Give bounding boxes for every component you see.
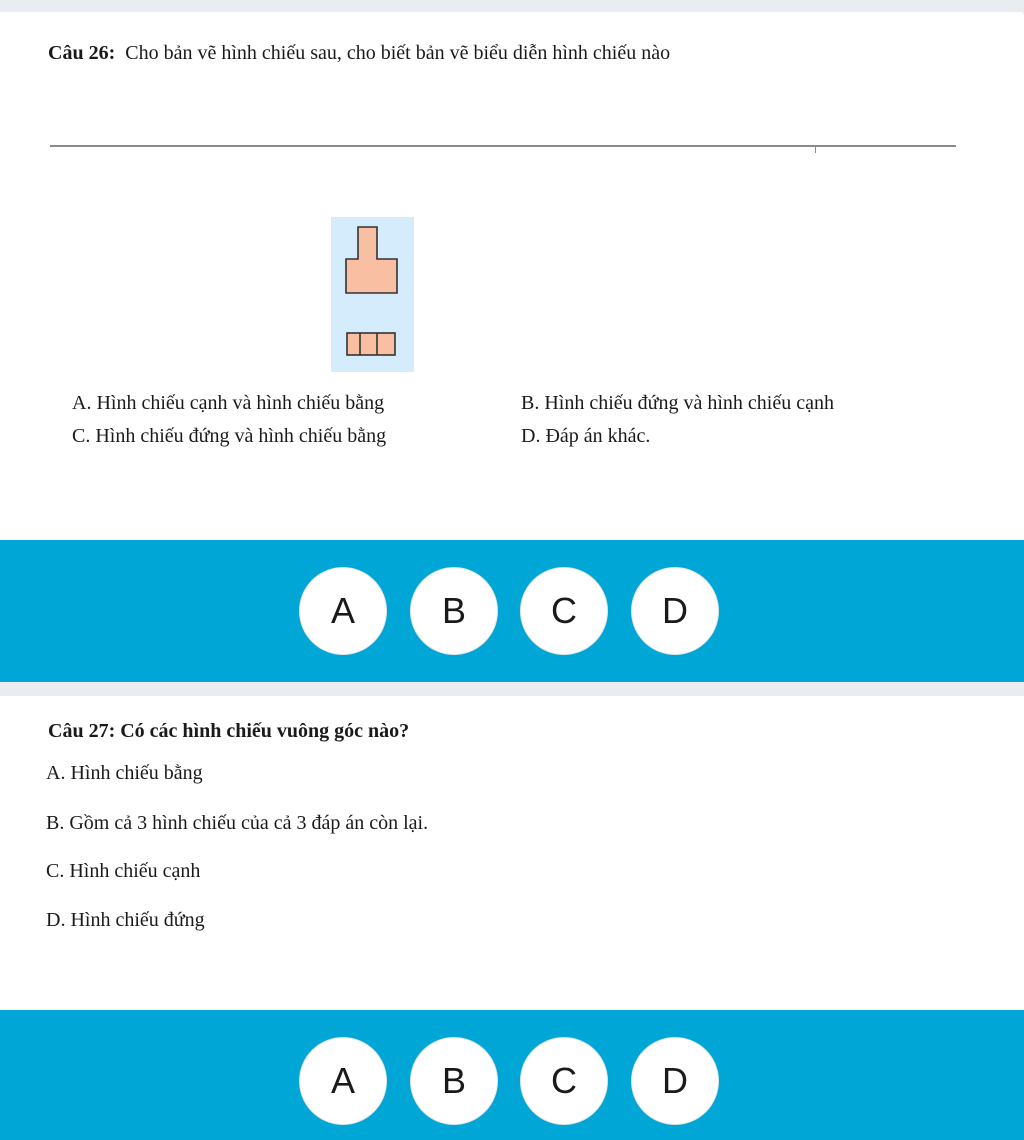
question-27-answer-bar <box>0 1010 1024 1140</box>
question-27-answer-d-button[interactable]: D <box>631 1037 719 1125</box>
divider-tick <box>815 147 816 153</box>
question-26-answer-b-button[interactable]: B <box>410 567 498 655</box>
question-27-option-a: A. Hình chiếu bằng <box>46 762 203 784</box>
question-26-card <box>0 12 1024 540</box>
front-view-shape <box>346 227 397 293</box>
question-26-option-b: B. Hình chiếu đứng và hình chiếu cạnh <box>521 392 834 414</box>
question-26-answer-a-button[interactable]: A <box>299 567 387 655</box>
question-26-answer-bar <box>0 540 1024 682</box>
question-26-text: Cho bản vẽ hình chiếu sau, cho biết bản vẽ biểu diễn hình chiếu nào <box>125 42 671 64</box>
divider-line <box>50 145 956 147</box>
question-27-card <box>0 696 1024 1010</box>
question-26-option-c: C. Hình chiếu đứng và hình chiếu bằng <box>72 425 387 447</box>
question-27-answer-a-button[interactable]: A <box>299 1037 387 1125</box>
question-26-label: Câu 26: <box>48 42 116 64</box>
question-26-option-a: A. Hình chiếu cạnh và hình chiếu bằng <box>72 392 385 414</box>
question-26-option-d: D. Đáp án khác. <box>521 425 651 447</box>
question-26-answer-c-button[interactable]: C <box>520 567 608 655</box>
question-27-title: Câu 27: Có các hình chiếu vuông góc nào? <box>48 720 410 742</box>
projection-drawing-svg <box>331 217 414 372</box>
question-27-answer-c-button[interactable]: C <box>520 1037 608 1125</box>
question-26-title <box>48 42 670 65</box>
question-27-option-c: C. Hình chiếu cạnh <box>46 860 201 882</box>
projection-drawing <box>331 217 414 372</box>
question-27-option-d: D. Hình chiếu đứng <box>46 909 205 931</box>
question-26-answer-d-button[interactable]: D <box>631 567 719 655</box>
question-27-option-b: B. Gồm cả 3 hình chiếu của cả 3 đáp án còn lại. <box>46 812 429 834</box>
top-view-shape <box>347 333 395 355</box>
question-27-answer-b-button[interactable]: B <box>410 1037 498 1125</box>
